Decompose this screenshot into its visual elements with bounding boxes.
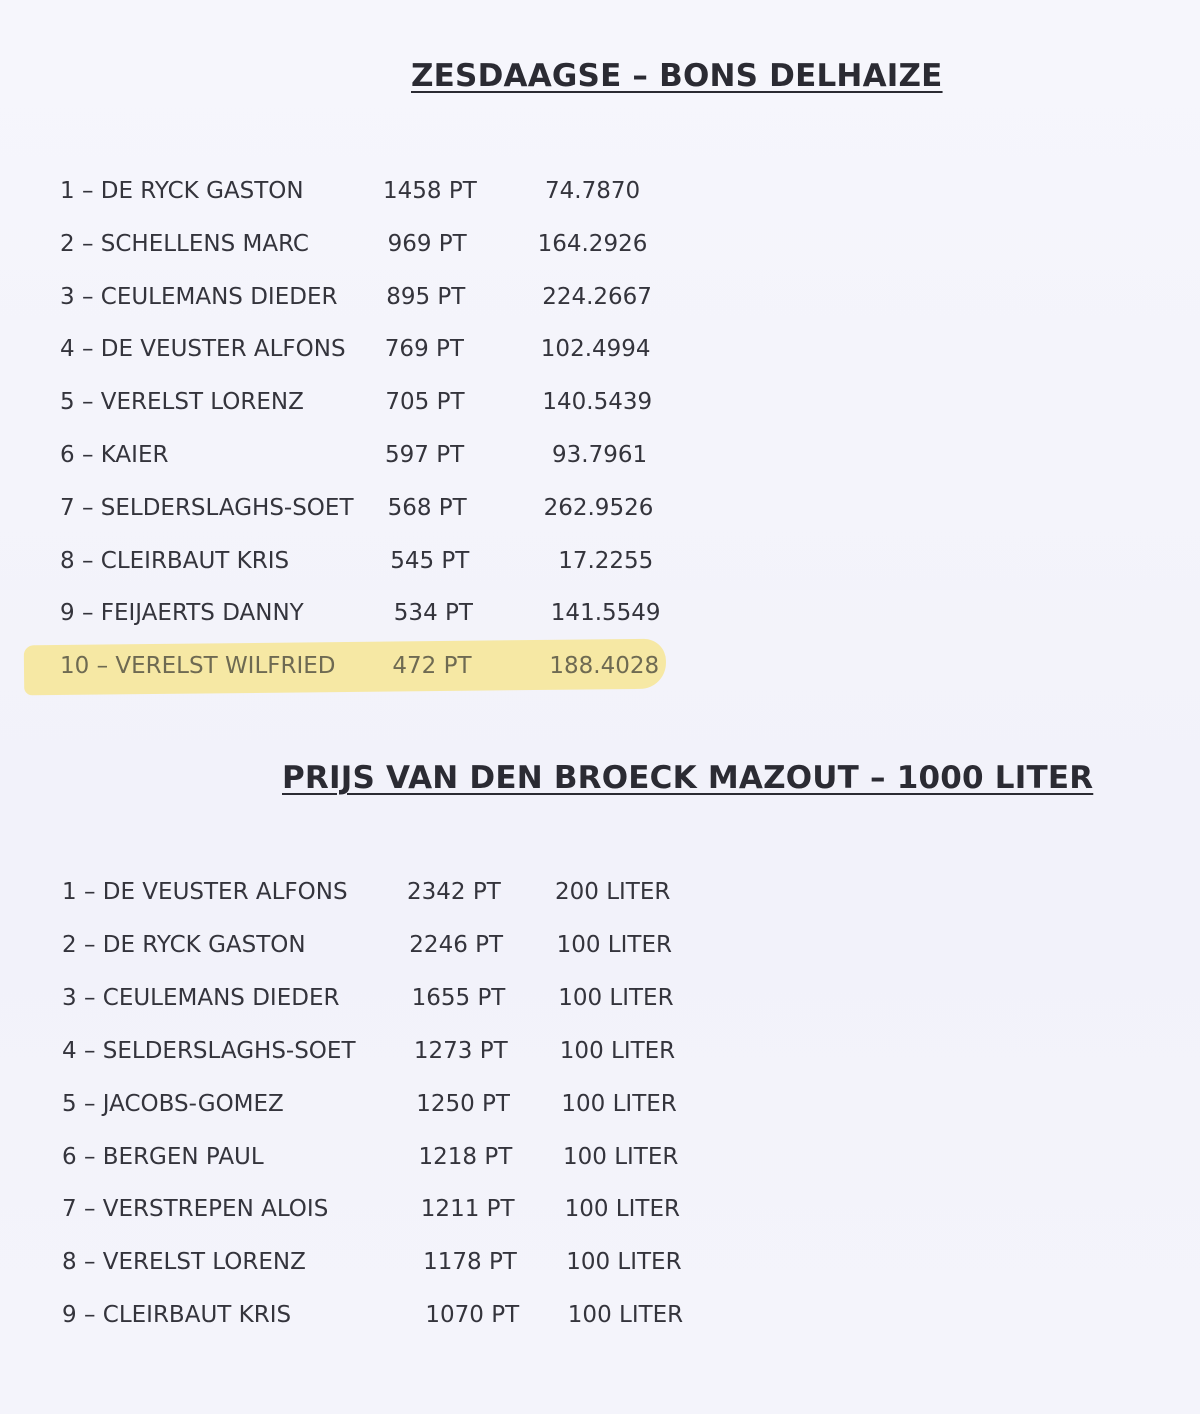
prize-value: 100 LITER: [558, 984, 674, 1011]
prize-value: 200 LITER: [555, 879, 671, 905]
table-row: [0, 1032, 760, 1072]
participant-name: 6 – KAIER: [60, 442, 169, 468]
prize-value: 188.4028: [549, 653, 660, 680]
prize-value: 100 LITER: [563, 1143, 679, 1170]
section-title-mazout: PRIJS VAN DEN BROECK MAZOUT – 1000 LITER: [282, 760, 1094, 796]
participant-name: 7 – SELDERSLAGHS-SOET: [60, 494, 354, 521]
points-value: 545 PT: [390, 547, 470, 574]
participant-name: 7 – VERSTREPEN ALOIS: [62, 1196, 329, 1223]
participant-name: 5 – VERELST LORENZ: [60, 389, 304, 416]
points-value: 705 PT: [385, 389, 465, 416]
points-value: 769 PT: [384, 336, 464, 363]
prize-value: 102.4994: [540, 336, 651, 363]
table-row: [0, 436, 760, 476]
participant-name: 5 – JACOBS-GOMEZ: [62, 1090, 284, 1117]
table-row: [0, 330, 760, 370]
table-row: [0, 542, 760, 582]
points-value: 1211 PT: [420, 1196, 515, 1223]
prize-value: 100 LITER: [567, 1302, 684, 1329]
participant-name: 4 – DE VEUSTER ALFONS: [60, 336, 346, 363]
table-row: [0, 489, 760, 529]
participant-name: 3 – CEULEMANS DIEDER: [60, 283, 338, 310]
participant-name: 9 – CLEIRBAUT KRIS: [62, 1302, 292, 1329]
table-row: [0, 1085, 760, 1125]
participant-name: 8 – CLEIRBAUT KRIS: [60, 547, 290, 574]
points-value: 1273 PT: [413, 1037, 508, 1064]
points-value: 2342 PT: [407, 879, 501, 905]
participant-name: 2 – SCHELLENS MARC: [60, 230, 309, 257]
prize-value: 100 LITER: [564, 1196, 680, 1223]
prize-value: 164.2926: [537, 230, 648, 257]
participant-name: 8 – VERELST LORENZ: [62, 1249, 306, 1276]
points-value: 969 PT: [387, 230, 467, 257]
points-value: 1655 PT: [411, 984, 506, 1011]
table-row: [0, 979, 760, 1019]
prize-value: 100 LITER: [561, 1090, 677, 1117]
table-row: [0, 225, 760, 265]
prize-value: 74.7870: [545, 178, 641, 204]
prize-value: 100 LITER: [556, 931, 672, 958]
prize-value: 141.5549: [550, 600, 661, 627]
participant-name: 10 – VERELST WILFRIED: [60, 653, 336, 680]
prize-value: 17.2255: [558, 547, 654, 574]
prize-value: 140.5439: [542, 389, 653, 416]
participant-name: 4 – SELDERSLAGHS-SOET: [62, 1037, 356, 1064]
points-value: 2246 PT: [409, 931, 504, 958]
points-value: 895 PT: [386, 283, 466, 310]
points-value: 1070 PT: [425, 1302, 520, 1329]
prize-value: 100 LITER: [566, 1249, 682, 1276]
points-value: 1218 PT: [418, 1143, 513, 1170]
table-row: [0, 1138, 760, 1178]
table-row: [0, 647, 760, 687]
table-row: [0, 1243, 760, 1283]
section-title-zesdaagse: ZESDAAGSE – BONS DELHAIZE: [411, 58, 943, 94]
table-row: [0, 594, 760, 634]
participant-name: 9 – FEIJAERTS DANNY: [60, 600, 304, 627]
prize-value: 100 LITER: [559, 1037, 676, 1064]
prize-value: 224.2667: [542, 283, 652, 310]
table-row: [0, 278, 760, 318]
participant-name: 6 – BERGEN PAUL: [62, 1143, 264, 1170]
points-value: 534 PT: [393, 600, 473, 627]
points-value: 1178 PT: [423, 1249, 517, 1276]
table-row: [0, 383, 760, 423]
table-row: [0, 926, 760, 966]
table-row: [0, 172, 760, 212]
participant-name: 2 – DE RYCK GASTON: [62, 931, 306, 958]
points-value: 1250 PT: [416, 1090, 510, 1117]
participant-name: 1 – DE RYCK GASTON: [60, 178, 304, 204]
table-row: [0, 1296, 760, 1336]
prize-value: 262.9526: [543, 494, 654, 521]
table-row: [0, 873, 760, 913]
participant-name: 1 – DE VEUSTER ALFONS: [62, 879, 348, 905]
prize-value: 93.7961: [552, 442, 648, 468]
points-value: 568 PT: [387, 494, 467, 521]
points-value: 597 PT: [385, 442, 465, 468]
points-value: 472 PT: [392, 653, 472, 680]
table-row: [0, 1190, 760, 1230]
points-value: 1458 PT: [383, 178, 477, 204]
participant-name: 3 – CEULEMANS DIEDER: [62, 984, 340, 1011]
